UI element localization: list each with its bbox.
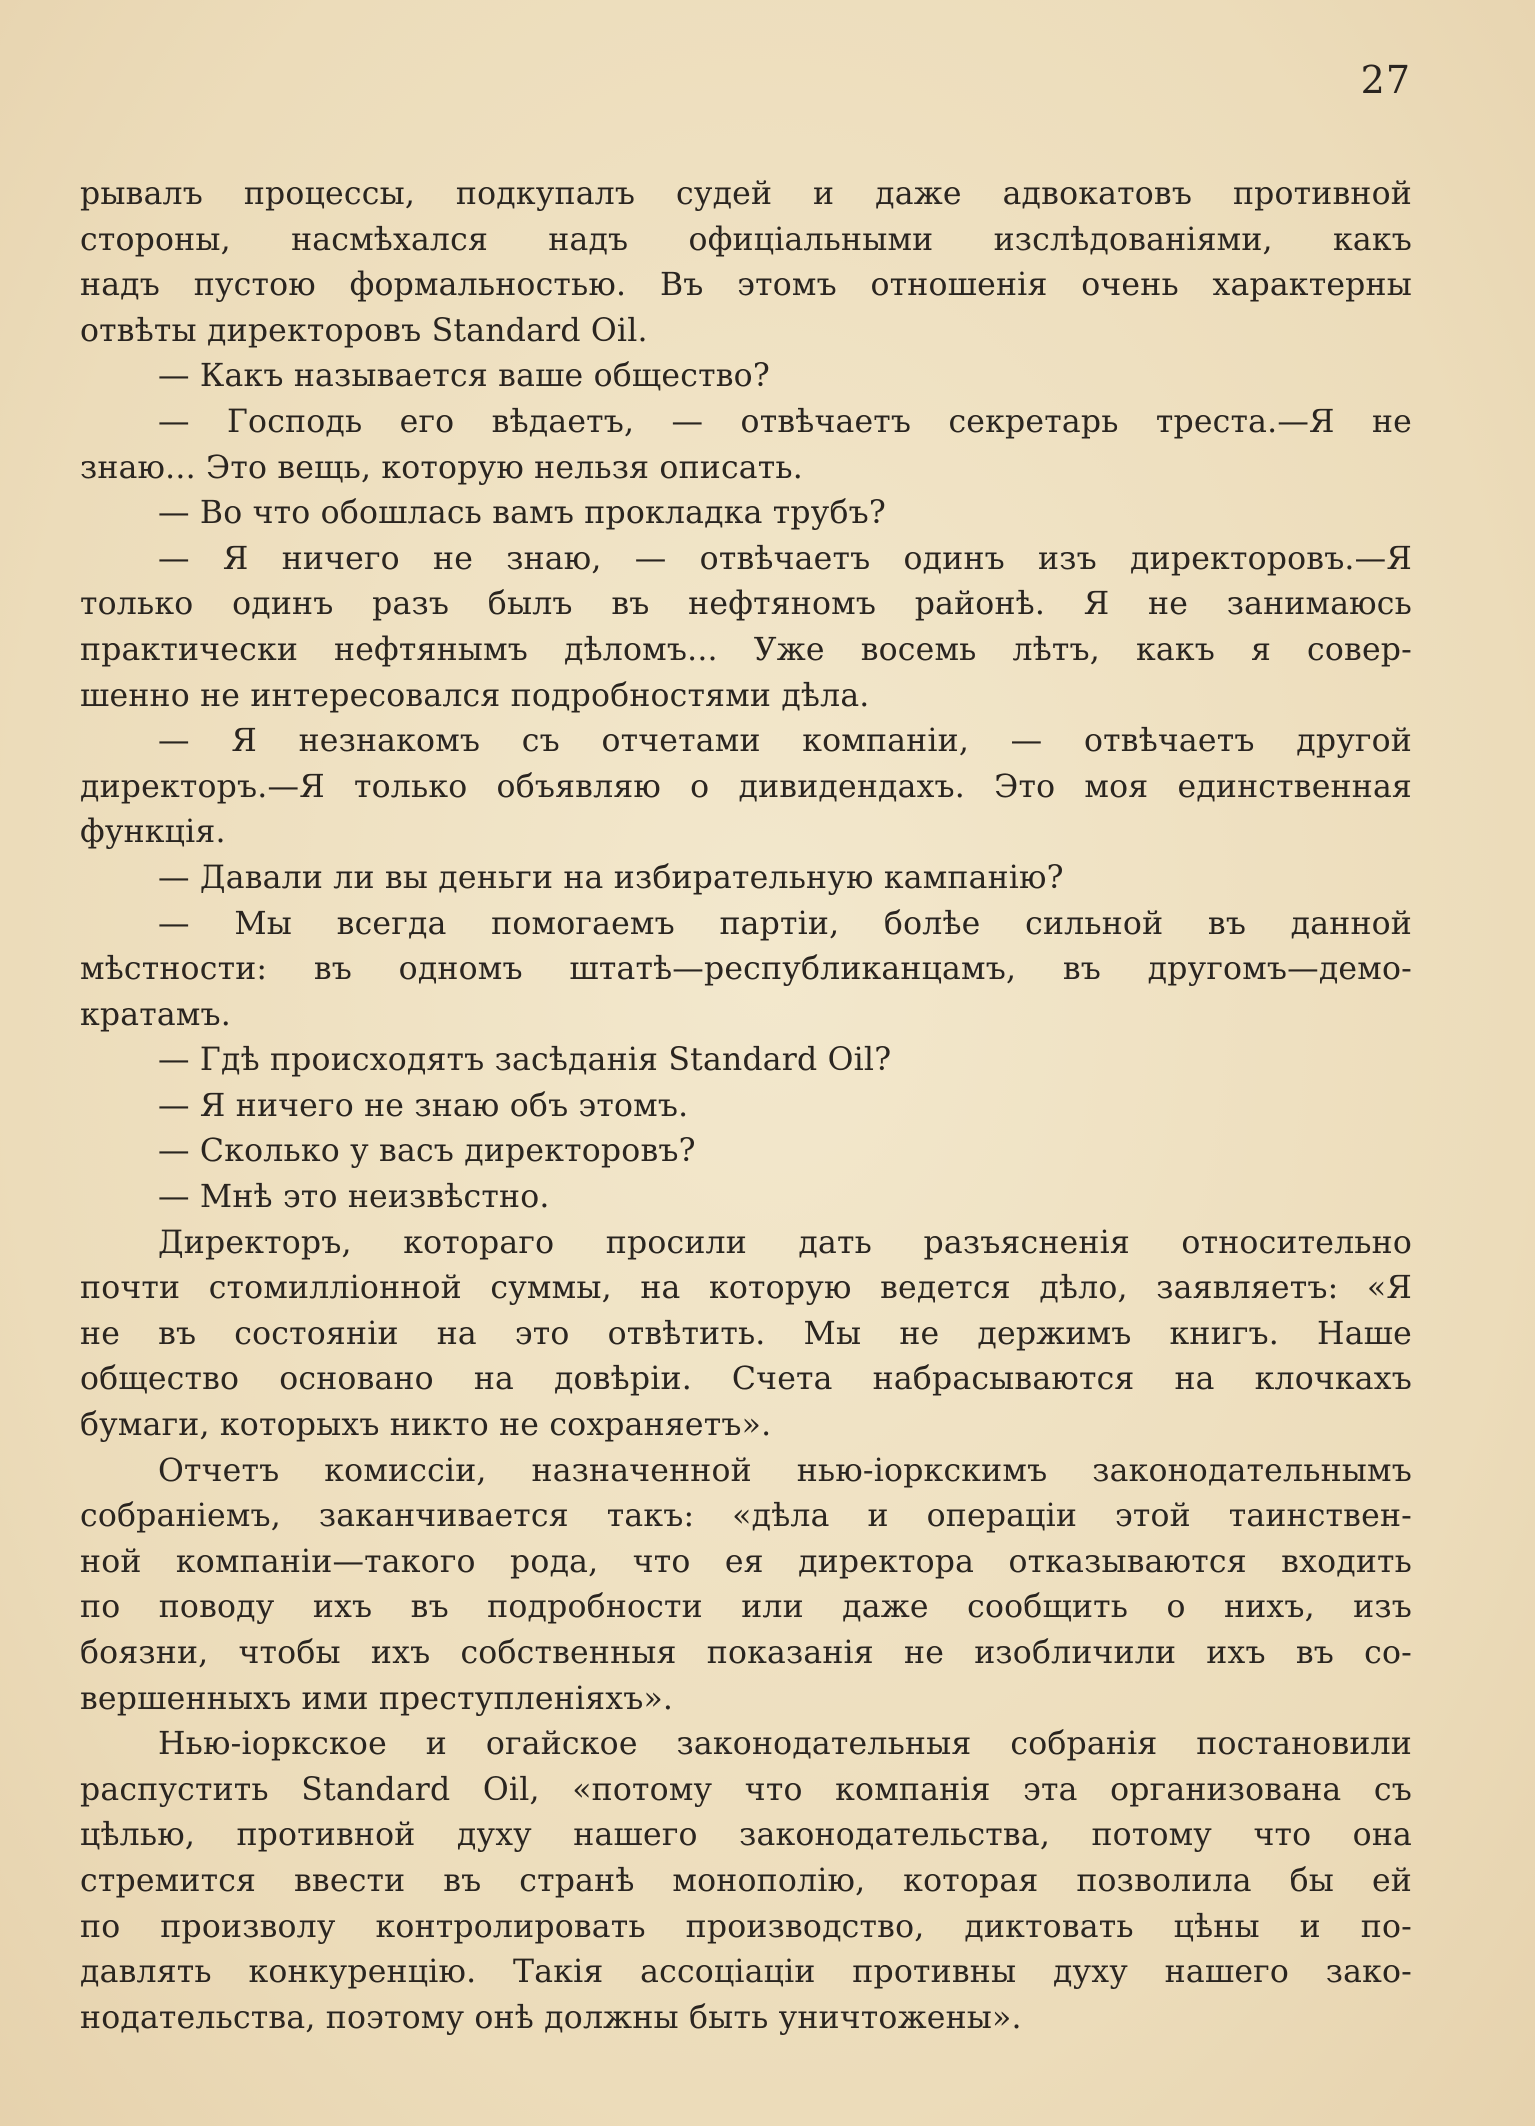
text-line: нодательства, поэтому онѣ должны быть уничтожены». xyxy=(80,1999,1022,2036)
text-line: надъ пустою формальностью. Въ этомъ отношенія очень характерны xyxy=(80,267,1412,304)
text-line: мѣстности: въ одномъ штатѣ—республиканцамъ, въ другомъ—демо- xyxy=(80,951,1412,988)
text-line: — Мы всегда помогаемъ партіи, болѣе сильной въ данной xyxy=(158,905,1412,942)
text-line: — Во что обошлась вамъ прокладка трубъ? xyxy=(158,495,887,532)
body-text xyxy=(80,172,1412,2041)
text-line: — Какъ называется ваше общество? xyxy=(158,358,770,395)
text-line: по поводу ихъ въ подробности или даже сообщить о нихъ, изъ xyxy=(80,1589,1412,1626)
text-line: стороны, насмѣхался надъ офиціальными изслѣдованіями, какъ xyxy=(80,221,1412,258)
text-line: бумаги, которыхъ никто не сохраняетъ». xyxy=(80,1407,772,1444)
text-line: кратамъ. xyxy=(80,996,231,1033)
text-line: — Я ничего не знаю объ этомъ. xyxy=(158,1087,689,1124)
text-line: — Я незнакомъ съ отчетами компаніи, — отвѣчаетъ другой xyxy=(158,723,1412,760)
text-line: — Гдѣ происходятъ засѣданія Standard Oil? xyxy=(158,1042,892,1079)
text-line: знаю... Это вещь, которую нельзя описать. xyxy=(80,449,803,486)
page-number: 27 xyxy=(1360,58,1411,102)
text-line: шенно не интересовался подробностями дѣла. xyxy=(80,677,870,714)
text-line: — Я ничего не знаю, — отвѣчаетъ одинъ изъ директоровъ.—Я xyxy=(158,540,1412,577)
text-line: — Господь его вѣдаетъ, — отвѣчаетъ секретарь треста.—Я не xyxy=(158,403,1412,440)
text-line: общество основано на довѣріи. Счета набрасываются на клочкахъ xyxy=(80,1361,1412,1398)
text-line: отвѣты директоровъ Standard Oil. xyxy=(80,312,648,349)
text-line: функція. xyxy=(80,814,226,851)
text-line: вершенныхъ ими преступленіяхъ». xyxy=(80,1680,674,1717)
text-line: — Давали ли вы деньги на избирательную кампанію? xyxy=(158,859,1064,896)
text-line: давлять конкуренцію. Такія ассоціаціи противны духу нашего зако- xyxy=(80,1954,1412,1991)
text-line: цѣлью, противной духу нашего законодательства, потому что она xyxy=(80,1817,1412,1854)
text-line: не въ состояніи на это отвѣтить. Мы не держимъ книгъ. Наше xyxy=(80,1315,1412,1352)
text-line: боязни, чтобы ихъ собственныя показанія не изобличили ихъ въ со- xyxy=(80,1635,1412,1671)
text-line: Директоръ, котораго просили дать разъясненія относительно xyxy=(158,1224,1412,1261)
text-line: — Сколько у васъ директоровъ? xyxy=(158,1133,696,1170)
text-line: практически нефтянымъ дѣломъ... Уже восемь лѣтъ, какъ я совер- xyxy=(80,631,1412,668)
text-line: директоръ.—Я только объявляю о дивидендахъ. Это моя единственная xyxy=(80,768,1412,805)
text-line: ной компаніи—такого рода, что ея директора отказываются входить xyxy=(80,1543,1412,1580)
text-line: собраніемъ, заканчивается такъ: «дѣла и операціи этой таинствен- xyxy=(80,1498,1412,1535)
text-line: почти стомилліонной суммы, на которую ведется дѣло, заявляетъ: «Я xyxy=(80,1270,1412,1307)
text-line: — Мнѣ это неизвѣстно. xyxy=(158,1179,550,1216)
text-line: только одинъ разъ былъ въ нефтяномъ районѣ. Я не занимаюсь xyxy=(80,586,1412,623)
text-line: Отчетъ комиссіи, назначенной нью-іоркскимъ законодательнымъ xyxy=(158,1452,1412,1489)
text-line: распустить Standard Oil, «потому что компанія эта организована съ xyxy=(80,1771,1412,1808)
text-line: стремится ввести въ странѣ монополію, которая позволила бы ей xyxy=(80,1862,1412,1899)
text-line: по произволу контролировать производство, диктовать цѣны и по- xyxy=(80,1908,1412,1945)
text-line: рывалъ процессы, подкупалъ судей и даже адвокатовъ противной xyxy=(80,176,1412,212)
text-line: Нью-іоркское и огайское законодательныя собранія постановили xyxy=(158,1726,1412,1763)
